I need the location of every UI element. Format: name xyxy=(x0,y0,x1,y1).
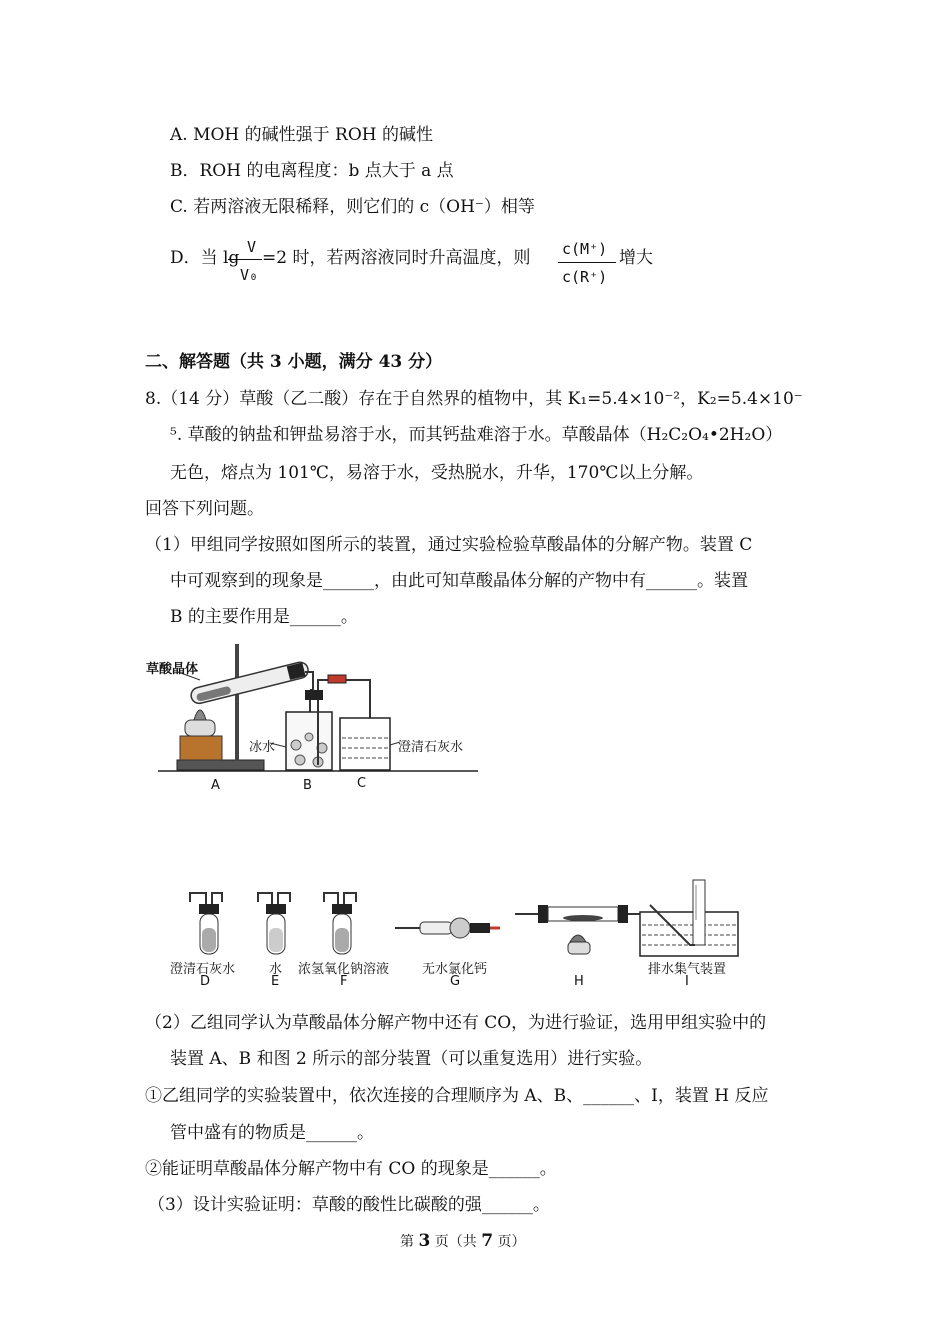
footer-suffix: 页） xyxy=(497,1234,526,1250)
label-i-letter: I xyxy=(685,974,689,989)
option-d-lg-numerator: V xyxy=(247,238,257,256)
q8-part1-line-3: B 的主要作用是______。 xyxy=(170,607,358,627)
footer-page-number: 3 xyxy=(418,1231,431,1251)
label-i-name: 排水集气装置 xyxy=(648,962,727,977)
option-c: C. 若两溶液无限稀释，则它们的 c（OH⁻）相等 xyxy=(170,197,535,217)
label-c: C xyxy=(357,776,367,791)
q8-part3: （3）设计实验证明：草酸的酸性比碳酸的强______。 xyxy=(148,1195,550,1215)
label-d-letter: D xyxy=(200,974,211,989)
option-d-lg-denominator: V₀ xyxy=(240,266,259,284)
label-a: A xyxy=(211,778,220,793)
footer-total-pages: 7 xyxy=(481,1231,494,1251)
label-limewater: 澄清石灰水 xyxy=(398,740,464,755)
option-a: A. MOH 的碱性强于 ROH 的碱性 xyxy=(170,125,434,145)
label-f-name: 浓氢氧化钠溶液 xyxy=(298,962,390,977)
option-b: B．ROH 的电离程度：b 点大于 a 点 xyxy=(170,161,454,181)
label-g-name: 无水氯化钙 xyxy=(422,962,488,977)
option-d-prefix: D．当 lg xyxy=(170,248,240,268)
q8-line-1: 8.（14 分）草酸（乙二酸）存在于自然界的植物中，其 K₁=5.4×10⁻²，K₂=5.4×10⁻ xyxy=(145,389,803,409)
option-d-ratio-numerator: c(M⁺) xyxy=(562,240,608,258)
option-d-middle: =2 时，若两溶液同时升高温度，则 xyxy=(262,248,531,268)
section-title: 二、解答题（共 3 小题，满分 43 分） xyxy=(145,352,443,372)
label-d-name: 澄清石灰水 xyxy=(170,962,236,977)
label-f-letter: F xyxy=(340,974,348,989)
q8-part2-sub1-line-2: 管中盛有的物质是______。 xyxy=(170,1123,374,1143)
label-e-letter: E xyxy=(271,974,280,989)
q8-line-4: 回答下列问题。 xyxy=(145,499,264,519)
q8-part2-line-1: （2）乙组同学认为草酸晶体分解产物中还有 CO，为进行验证，选用甲组实验中的 xyxy=(145,1013,767,1033)
footer-middle: 页（共 xyxy=(434,1234,477,1250)
q8-line-2: ⁵. 草酸的钠盐和钾盐易溶于水，而其钙盐难溶于水。草酸晶体（H₂C₂O₄•2H₂O） xyxy=(170,425,783,445)
label-e-name: 水 xyxy=(269,962,283,977)
q8-line-3: 无色，熔点为 101℃，易溶于水，受热脱水，升华，170℃以上分解。 xyxy=(170,463,704,483)
q8-part1-line-1: （1）甲组同学按照如图所示的装置，通过实验检验草酸晶体的分解产物。装置 C xyxy=(145,535,753,555)
label-g-letter: G xyxy=(450,974,461,989)
q8-part2-sub2: ②能证明草酸晶体分解产物中有 CO 的现象是______。 xyxy=(145,1159,557,1179)
option-d-ratio-denominator: c(R⁺) xyxy=(562,268,608,286)
label-h-letter: H xyxy=(574,974,584,989)
label-ice-water: 冰水 xyxy=(249,740,276,755)
page-footer xyxy=(400,1231,526,1251)
footer-prefix: 第 xyxy=(400,1234,414,1250)
label-b: B xyxy=(303,778,312,793)
option-d-suffix: 增大 xyxy=(619,248,653,268)
q8-part1-line-2: 中可观察到的现象是______，由此可知草酸晶体分解的产物中有______。装置 xyxy=(170,571,748,591)
q8-part2-sub1-line-1: ①乙组同学的实验装置中，依次连接的合理顺序为 A、B、______、I，装置 H 反应 xyxy=(145,1086,769,1106)
label-oxalic-crystal: 草酸晶体 xyxy=(146,662,199,677)
q8-part2-line-2: 装置 A、B 和图 2 所示的部分装置（可以重复选用）进行实验。 xyxy=(170,1049,653,1069)
